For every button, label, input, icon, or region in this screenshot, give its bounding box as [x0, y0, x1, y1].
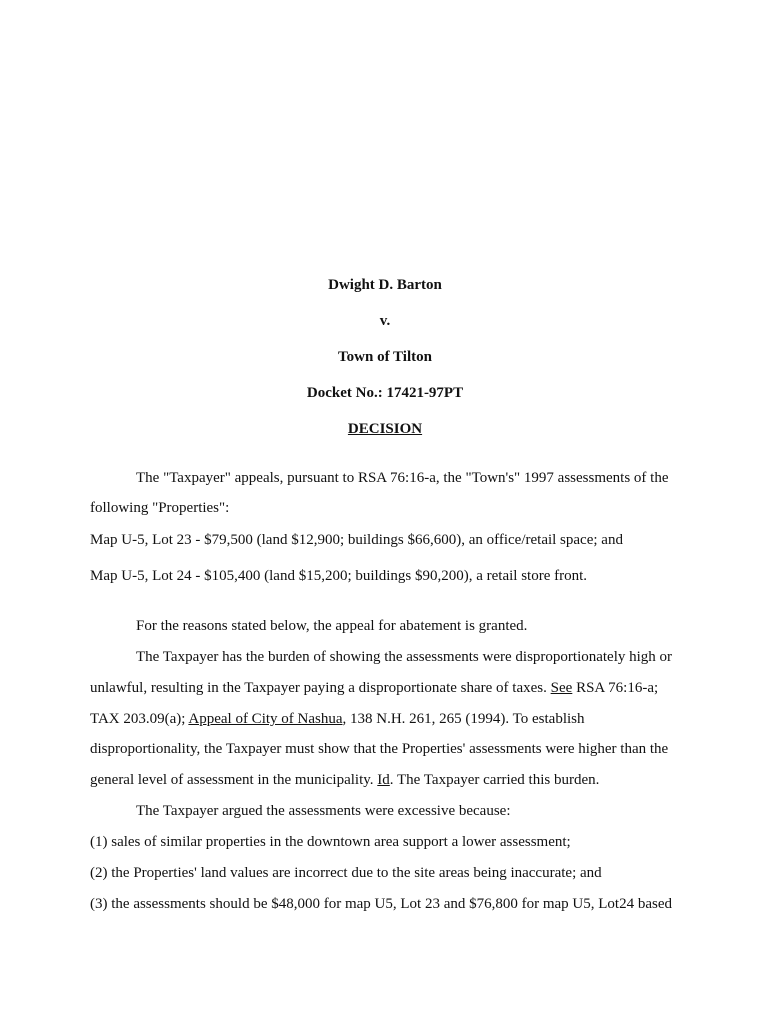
- text-run: RSA 76:16-a;: [572, 680, 659, 696]
- paragraph-line: disproportionality, the Taxpayer must show that the Properties' assessments were higher than the: [90, 741, 669, 757]
- paragraph-line: following "Properties":: [90, 500, 230, 516]
- plaintiff-name: Dwight D. Barton: [328, 277, 442, 293]
- citation-signal: Id: [377, 772, 390, 788]
- list-item: (3) the assessments should be $48,000 for map U5, Lot 23 and $76,800 for map U5, Lot24 based: [90, 896, 672, 912]
- text-run: . The Taxpayer carried this burden.: [389, 772, 600, 788]
- defendant-name: Town of Tilton: [338, 349, 432, 365]
- case-citation: Appeal of City of Nashua: [188, 711, 343, 727]
- decision-title: DECISION: [347, 421, 423, 437]
- docket-number: Docket No.: 17421-97PT: [306, 385, 464, 401]
- paragraph-line: [90, 710, 585, 728]
- paragraph-line: [90, 771, 599, 789]
- list-item: (1) sales of similar properties in the downtown area support a lower assessment;: [90, 834, 571, 850]
- text-run: TAX 203.09(a);: [90, 711, 189, 727]
- list-item: (2) the Properties' land values are incorrect due to the site areas being inaccurate; and: [90, 865, 602, 881]
- paragraph-line: The "Taxpayer" appeals, pursuant to RSA 76:16-a, the "Town's" 1997 assessments of the: [136, 470, 669, 486]
- citation-signal: See: [550, 680, 573, 696]
- paragraph-line: The Taxpayer has the burden of showing the assessments were disproportionately high or: [136, 649, 673, 665]
- text-run: general level of assessment in the municipality.: [90, 772, 378, 788]
- versus-label: v.: [379, 313, 391, 329]
- text-run: , 138 N.H. 261, 265 (1994). To establish: [342, 711, 585, 727]
- paragraph-line: [90, 679, 658, 697]
- property-line-lot-24: Map U-5, Lot 24 - $105,400 (land $15,200; buildings $90,200), a retail store front.: [90, 568, 588, 584]
- text-run: unlawful, resulting in the Taxpayer paying a disproportionate share of taxes.: [90, 680, 551, 696]
- paragraph-line: For the reasons stated below, the appeal for abatement is granted.: [136, 618, 528, 634]
- property-line-lot-23: Map U-5, Lot 23 - $79,500 (land $12,900; buildings $66,600), an office/retail space; and: [90, 532, 623, 548]
- paragraph-line: The Taxpayer argued the assessments were excessive because:: [136, 803, 511, 819]
